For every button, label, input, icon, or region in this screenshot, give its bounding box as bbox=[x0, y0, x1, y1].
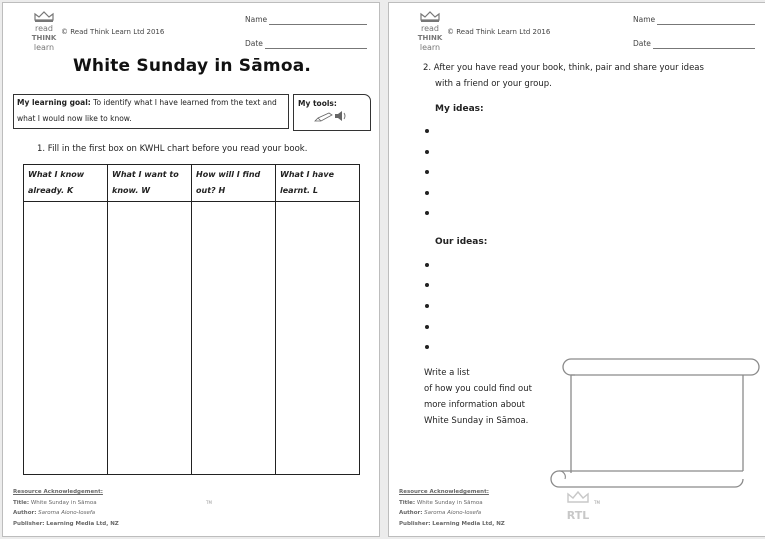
date-field[interactable] bbox=[653, 40, 755, 49]
logo-learn-text: learn bbox=[33, 43, 55, 52]
resource-acknowledgement bbox=[13, 487, 119, 529]
kwhl-header-learnt-letter: L bbox=[312, 186, 318, 195]
copyright-text: © Read Think Learn Ltd 2016 bbox=[447, 28, 551, 36]
date-label: Date bbox=[245, 39, 263, 48]
my-ideas-bullet bbox=[425, 191, 429, 195]
our-ideas-bullet bbox=[425, 263, 429, 267]
instruction-1: 1. Fill in the first box on KWHL chart before you read your book. bbox=[37, 144, 308, 154]
ack-author-label: Author: bbox=[13, 510, 37, 516]
trademark-mark: TM bbox=[206, 500, 212, 505]
worksheet-page-2 bbox=[388, 2, 765, 537]
logo-read-text: read bbox=[420, 24, 440, 33]
learning-goal-box bbox=[13, 94, 289, 129]
our-ideas-bullet bbox=[425, 304, 429, 308]
kwhl-body-row bbox=[24, 202, 360, 475]
kwhl-header-learnt-line1: What I have bbox=[280, 170, 335, 179]
kwhl-header-want bbox=[108, 165, 192, 202]
tools-label: My tools: bbox=[298, 99, 337, 108]
kwhl-header-how-letter: H bbox=[218, 186, 226, 195]
trademark-mark: TM bbox=[594, 500, 600, 505]
rtl-watermark-logo bbox=[565, 489, 591, 521]
write-list-line: Write a list bbox=[424, 368, 470, 378]
page-title: White Sunday in Sāmoa. bbox=[72, 56, 312, 76]
crown-icon bbox=[565, 490, 591, 504]
my-ideas-bullet bbox=[425, 211, 429, 215]
kwhl-chart bbox=[23, 164, 360, 475]
kwhl-header-know-line1: What I know bbox=[28, 170, 85, 179]
ack-publisher-label: Publisher: bbox=[399, 520, 431, 527]
ack-title-value: White Sunday in Sāmoa bbox=[416, 499, 483, 506]
instruction-2-line2: with a friend or your group. bbox=[435, 79, 552, 89]
name-label: Name bbox=[633, 15, 656, 24]
logo-think-text: THINK bbox=[31, 34, 57, 42]
pencil-icon bbox=[314, 112, 334, 122]
kwhl-header-learnt-line2: learnt. bbox=[280, 186, 311, 195]
ack-author-label: Author: bbox=[399, 510, 423, 516]
rtl-watermark-text: RTL bbox=[566, 509, 590, 522]
logo-think-text: THINK bbox=[417, 34, 443, 42]
ack-title-label: Title: bbox=[399, 499, 416, 506]
logo-read-text: read bbox=[34, 24, 54, 33]
kwhl-cell-know[interactable] bbox=[24, 202, 108, 475]
learning-goal-label: My learning goal: bbox=[17, 98, 91, 107]
kwhl-header-want-line2: know. bbox=[112, 186, 139, 195]
ack-title-value: White Sunday in Sāmoa bbox=[30, 499, 97, 506]
write-list-line: White Sunday in Sāmoa. bbox=[424, 416, 529, 426]
ack-publisher-value: Learning Media Ltd, NZ bbox=[46, 520, 119, 527]
my-ideas-bullet bbox=[425, 170, 429, 174]
date-field[interactable] bbox=[265, 40, 367, 49]
our-ideas-heading: Our ideas: bbox=[435, 237, 488, 247]
read-think-learn-logo bbox=[415, 11, 445, 53]
worksheet-page-1 bbox=[2, 2, 380, 537]
ack-heading: Resource Acknowledgement: bbox=[399, 489, 489, 495]
name-field[interactable] bbox=[269, 16, 367, 25]
my-ideas-bullet bbox=[425, 129, 429, 133]
kwhl-header-know-line2: already. bbox=[28, 186, 65, 195]
ack-heading: Resource Acknowledgement: bbox=[13, 489, 103, 495]
kwhl-cell-want[interactable] bbox=[108, 202, 192, 475]
tools-box bbox=[293, 94, 371, 131]
ack-publisher-label: Publisher: bbox=[13, 520, 45, 527]
speaker-icon bbox=[334, 110, 348, 122]
our-ideas-bullet bbox=[425, 325, 429, 329]
my-ideas-heading: My ideas: bbox=[435, 104, 484, 114]
resource-acknowledgement bbox=[399, 487, 505, 529]
name-label: Name bbox=[245, 15, 268, 24]
kwhl-header-want-letter: W bbox=[141, 186, 151, 195]
kwhl-header-how-line1: How will I find bbox=[196, 170, 261, 179]
our-ideas-bullet bbox=[425, 345, 429, 349]
kwhl-cell-how[interactable] bbox=[192, 202, 276, 475]
copyright-text: © Read Think Learn Ltd 2016 bbox=[61, 28, 165, 36]
kwhl-header-how bbox=[192, 165, 276, 202]
write-list-line: more information about bbox=[424, 400, 526, 410]
ack-author-value: Saroma Aiono-Iosefa bbox=[424, 510, 482, 516]
name-field[interactable] bbox=[657, 16, 755, 25]
write-list-line: of how you could find out bbox=[424, 384, 532, 394]
kwhl-header-know-letter: K bbox=[66, 186, 74, 195]
kwhl-header-row bbox=[24, 165, 360, 202]
kwhl-header-how-line2: out? bbox=[196, 186, 216, 195]
kwhl-cell-learnt[interactable] bbox=[276, 202, 360, 475]
learning-goal-text: To identify what I have learned from the text and what I would now like to know. bbox=[17, 98, 277, 123]
write-list-prompt bbox=[424, 365, 532, 429]
read-think-learn-logo bbox=[29, 11, 59, 53]
my-ideas-bullet bbox=[425, 150, 429, 154]
ack-title-label: Title: bbox=[13, 499, 30, 506]
instruction-2-line1: 2. After you have read your book, think, pair and share your ideas bbox=[423, 63, 704, 73]
logo-learn-text: learn bbox=[419, 43, 441, 52]
kwhl-header-know bbox=[24, 165, 108, 202]
kwhl-header-learnt bbox=[276, 165, 360, 202]
scroll-writing-area[interactable] bbox=[547, 353, 763, 489]
ack-author-value: Saroma Aiono-Iosefa bbox=[38, 510, 96, 516]
kwhl-header-want-line1: What I want to bbox=[112, 170, 179, 179]
ack-publisher-value: Learning Media Ltd, NZ bbox=[432, 520, 505, 527]
date-label: Date bbox=[633, 39, 651, 48]
our-ideas-bullet bbox=[425, 283, 429, 287]
